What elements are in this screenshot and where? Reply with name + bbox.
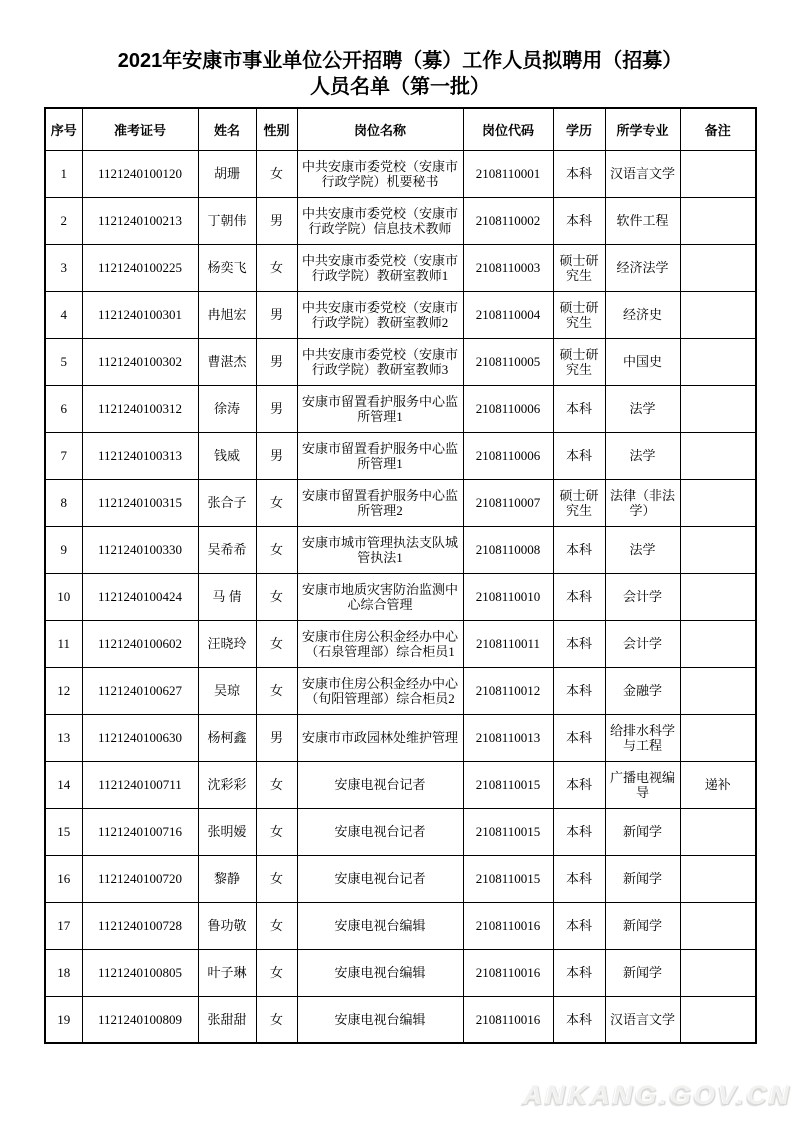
header-position-code: 岗位代码 <box>463 108 553 150</box>
table-cell <box>680 902 756 949</box>
table-cell: 安康市留置看护服务中心监所管理2 <box>297 479 463 526</box>
table-cell: 钱威 <box>198 432 256 479</box>
table-row <box>45 291 756 338</box>
table-cell: 丁朝伟 <box>198 197 256 244</box>
table-cell: 女 <box>256 808 297 855</box>
table-cell: 冉旭宏 <box>198 291 256 338</box>
table-cell: 女 <box>256 479 297 526</box>
table-row <box>45 996 756 1043</box>
table-cell: 硕士研究生 <box>553 338 605 385</box>
table-cell: 安康电视台记者 <box>297 761 463 808</box>
table-cell: 男 <box>256 338 297 385</box>
table-cell: 1121240100312 <box>82 385 198 432</box>
table-cell: 本科 <box>553 808 605 855</box>
table-cell: 本科 <box>553 197 605 244</box>
table-cell: 本科 <box>553 526 605 573</box>
table-cell: 11 <box>45 620 82 667</box>
table-cell: 法学 <box>605 432 680 479</box>
table-cell: 女 <box>256 902 297 949</box>
table-cell: 2108110005 <box>463 338 553 385</box>
table-cell <box>680 291 756 338</box>
table-row <box>45 949 756 996</box>
table-cell <box>680 996 756 1043</box>
table-cell: 安康电视台记者 <box>297 808 463 855</box>
table-cell: 1121240100313 <box>82 432 198 479</box>
table-cell: 中共安康市委党校（安康市行政学院）教研室教师2 <box>297 291 463 338</box>
table-cell: 曹湛杰 <box>198 338 256 385</box>
table-cell: 胡珊 <box>198 150 256 197</box>
table-cell: 本科 <box>553 714 605 761</box>
page-title <box>0 48 800 100</box>
table-cell: 女 <box>256 150 297 197</box>
table-cell: 16 <box>45 855 82 902</box>
table-cell: 本科 <box>553 150 605 197</box>
table-cell <box>680 197 756 244</box>
table-cell: 1121240100805 <box>82 949 198 996</box>
table-cell: 14 <box>45 761 82 808</box>
table-row <box>45 150 756 197</box>
header-serial-number: 序号 <box>45 108 82 150</box>
table-header <box>45 108 756 150</box>
table-cell: 安康市住房公积金经办中心 （石泉管理部）综合柜员1 <box>297 620 463 667</box>
table-cell: 男 <box>256 714 297 761</box>
table-cell: 新闻学 <box>605 902 680 949</box>
page-title-line1: 2021年安康市事业单位公开招聘（募）工作人员拟聘用（招募） <box>117 50 683 72</box>
table-cell: 女 <box>256 526 297 573</box>
table-cell <box>680 667 756 714</box>
table-cell <box>680 949 756 996</box>
table-cell: 18 <box>45 949 82 996</box>
table-cell: 徐涛 <box>198 385 256 432</box>
table-cell: 15 <box>45 808 82 855</box>
table-row <box>45 620 756 667</box>
table-header-row <box>45 108 756 150</box>
table-cell: 1121240100627 <box>82 667 198 714</box>
table-cell: 8 <box>45 479 82 526</box>
table-cell <box>680 855 756 902</box>
table-cell: 7 <box>45 432 82 479</box>
table-cell: 2108110015 <box>463 761 553 808</box>
table-cell: 软件工程 <box>605 197 680 244</box>
header-remarks: 备注 <box>680 108 756 150</box>
table-cell: 2108110001 <box>463 150 553 197</box>
table-cell: 6 <box>45 385 82 432</box>
table-cell: 1121240100630 <box>82 714 198 761</box>
table-cell: 法律（非法学） <box>605 479 680 526</box>
table-cell: 男 <box>256 291 297 338</box>
table-cell: 硕士研究生 <box>553 479 605 526</box>
header-name: 姓名 <box>198 108 256 150</box>
table-cell: 本科 <box>553 667 605 714</box>
table-cell: 法学 <box>605 385 680 432</box>
table-cell <box>680 244 756 291</box>
header-exam-id: 准考证号 <box>82 108 198 150</box>
table-row <box>45 808 756 855</box>
table-cell <box>680 526 756 573</box>
table-cell: 经济法学 <box>605 244 680 291</box>
table-row <box>45 432 756 479</box>
table-cell: 安康电视台编辑 <box>297 996 463 1043</box>
table-cell: 安康电视台记者 <box>297 855 463 902</box>
table-cell: 2108110015 <box>463 808 553 855</box>
table-cell <box>680 479 756 526</box>
table-cell: 硕士研究生 <box>553 244 605 291</box>
table-cell: 汉语言文学 <box>605 996 680 1043</box>
header-major: 所学专业 <box>605 108 680 150</box>
table-cell: 经济史 <box>605 291 680 338</box>
table-cell: 1121240100716 <box>82 808 198 855</box>
table-cell <box>680 808 756 855</box>
table-cell <box>680 714 756 761</box>
table-row <box>45 385 756 432</box>
watermark: ANKANG.GOV.CN <box>522 1080 792 1110</box>
table-cell: 2108110016 <box>463 902 553 949</box>
table-cell: 2108110004 <box>463 291 553 338</box>
table-cell: 安康市住房公积金经办中心（旬阳管理部）综合柜员2 <box>297 667 463 714</box>
table-cell: 2108110002 <box>463 197 553 244</box>
header-gender: 性别 <box>256 108 297 150</box>
table-cell: 本科 <box>553 855 605 902</box>
table-cell: 硕士研究生 <box>553 291 605 338</box>
table-row <box>45 526 756 573</box>
table-cell: 给排水科学与工程 <box>605 714 680 761</box>
table-cell: 女 <box>256 996 297 1043</box>
table-cell: 2108110007 <box>463 479 553 526</box>
table-cell: 新闻学 <box>605 949 680 996</box>
table-cell: 4 <box>45 291 82 338</box>
table-cell: 会计学 <box>605 620 680 667</box>
table-row <box>45 761 756 808</box>
table-cell: 女 <box>256 761 297 808</box>
table-cell: 叶子琳 <box>198 949 256 996</box>
table-cell: 金融学 <box>605 667 680 714</box>
table-row <box>45 573 756 620</box>
table-cell: 吴琼 <box>198 667 256 714</box>
table-cell: 马 倩 <box>198 573 256 620</box>
table-cell: 法学 <box>605 526 680 573</box>
table-row <box>45 667 756 714</box>
table-cell: 鲁功敬 <box>198 902 256 949</box>
table-cell: 黎静 <box>198 855 256 902</box>
table-cell: 女 <box>256 667 297 714</box>
table-cell: 1121240100330 <box>82 526 198 573</box>
table-cell: 2108110012 <box>463 667 553 714</box>
table-cell: 中共安康市委党校（安康市行政学院）教研室教师1 <box>297 244 463 291</box>
table-cell: 3 <box>45 244 82 291</box>
table-row <box>45 479 756 526</box>
table-cell: 吴希希 <box>198 526 256 573</box>
table-cell: 2108110013 <box>463 714 553 761</box>
table-cell: 1121240100424 <box>82 573 198 620</box>
table-cell: 男 <box>256 385 297 432</box>
table-cell: 1121240100720 <box>82 855 198 902</box>
table-cell: 本科 <box>553 949 605 996</box>
table-cell: 中共安康市委党校（安康市行政学院）机要秘书 <box>297 150 463 197</box>
table-cell: 19 <box>45 996 82 1043</box>
table-row <box>45 902 756 949</box>
table-cell: 本科 <box>553 996 605 1043</box>
table-cell: 2108110011 <box>463 620 553 667</box>
table-row <box>45 855 756 902</box>
table-cell: 1121240100728 <box>82 902 198 949</box>
table-cell <box>680 150 756 197</box>
table-cell: 张明嫒 <box>198 808 256 855</box>
table-row <box>45 197 756 244</box>
recruitment-table <box>44 107 757 1044</box>
table-cell: 17 <box>45 902 82 949</box>
table-cell: 本科 <box>553 573 605 620</box>
table-cell: 12 <box>45 667 82 714</box>
table-cell: 递补 <box>680 761 756 808</box>
table-cell: 安康市地质灾害防治监测中心综合管理 <box>297 573 463 620</box>
table-cell: 新闻学 <box>605 808 680 855</box>
table-cell: 9 <box>45 526 82 573</box>
table-cell: 2108110015 <box>463 855 553 902</box>
table-cell <box>680 385 756 432</box>
table-cell <box>680 432 756 479</box>
table-cell: 中共安康市委党校（安康市行政学院）教研室教师3 <box>297 338 463 385</box>
table-cell: 本科 <box>553 902 605 949</box>
table-cell: 张合子 <box>198 479 256 526</box>
table-cell: 1121240100315 <box>82 479 198 526</box>
table-row <box>45 714 756 761</box>
table-cell: 汪晓玲 <box>198 620 256 667</box>
table-cell: 安康电视台编辑 <box>297 949 463 996</box>
table-cell: 1121240100213 <box>82 197 198 244</box>
table-row <box>45 244 756 291</box>
table-cell: 女 <box>256 855 297 902</box>
table-cell <box>680 573 756 620</box>
table-cell: 安康电视台编辑 <box>297 902 463 949</box>
table-cell: 汉语言文学 <box>605 150 680 197</box>
table-cell: 杨柯鑫 <box>198 714 256 761</box>
table-cell: 13 <box>45 714 82 761</box>
table-cell: 1121240100809 <box>82 996 198 1043</box>
header-position-name: 岗位名称 <box>297 108 463 150</box>
table-cell: 1121240100302 <box>82 338 198 385</box>
table-cell: 2108110006 <box>463 432 553 479</box>
table-cell: 男 <box>256 432 297 479</box>
table-cell: 本科 <box>553 761 605 808</box>
table-cell: 1121240100602 <box>82 620 198 667</box>
table-cell: 女 <box>256 620 297 667</box>
table-cell: 广播电视编导 <box>605 761 680 808</box>
table-cell: 1 <box>45 150 82 197</box>
table-row <box>45 338 756 385</box>
table-cell: 本科 <box>553 432 605 479</box>
table-cell: 女 <box>256 573 297 620</box>
table-body <box>45 150 756 1043</box>
table-cell: 安康市市政园林处维护管理 <box>297 714 463 761</box>
table-cell: 2108110008 <box>463 526 553 573</box>
table-cell <box>680 338 756 385</box>
table-cell: 安康市城市管理执法支队城管执法1 <box>297 526 463 573</box>
table-cell: 本科 <box>553 385 605 432</box>
table-cell: 杨奕飞 <box>198 244 256 291</box>
table-cell: 中共安康市委党校（安康市行政学院）信息技术教师 <box>297 197 463 244</box>
table-cell: 2108110016 <box>463 996 553 1043</box>
table-cell: 2108110016 <box>463 949 553 996</box>
page-title-line2: 人员名单（第一批） <box>310 76 490 98</box>
table-cell: 女 <box>256 949 297 996</box>
header-education: 学历 <box>553 108 605 150</box>
table-cell: 1121240100711 <box>82 761 198 808</box>
table-cell: 1121240100301 <box>82 291 198 338</box>
table-cell: 2108110006 <box>463 385 553 432</box>
table-cell: 10 <box>45 573 82 620</box>
table-cell: 1121240100225 <box>82 244 198 291</box>
table-cell: 1121240100120 <box>82 150 198 197</box>
table-cell: 新闻学 <box>605 855 680 902</box>
table-cell: 中国史 <box>605 338 680 385</box>
table-cell: 2108110010 <box>463 573 553 620</box>
table-cell: 本科 <box>553 620 605 667</box>
table-cell <box>680 620 756 667</box>
table-cell: 女 <box>256 244 297 291</box>
table-cell: 2108110003 <box>463 244 553 291</box>
table-cell: 安康市留置看护服务中心监所管理1 <box>297 432 463 479</box>
table-cell: 张甜甜 <box>198 996 256 1043</box>
table-cell: 男 <box>256 197 297 244</box>
table-cell: 2 <box>45 197 82 244</box>
table-cell: 安康市留置看护服务中心监所管理1 <box>297 385 463 432</box>
table-cell: 5 <box>45 338 82 385</box>
table-cell: 沈彩彩 <box>198 761 256 808</box>
table-cell: 会计学 <box>605 573 680 620</box>
